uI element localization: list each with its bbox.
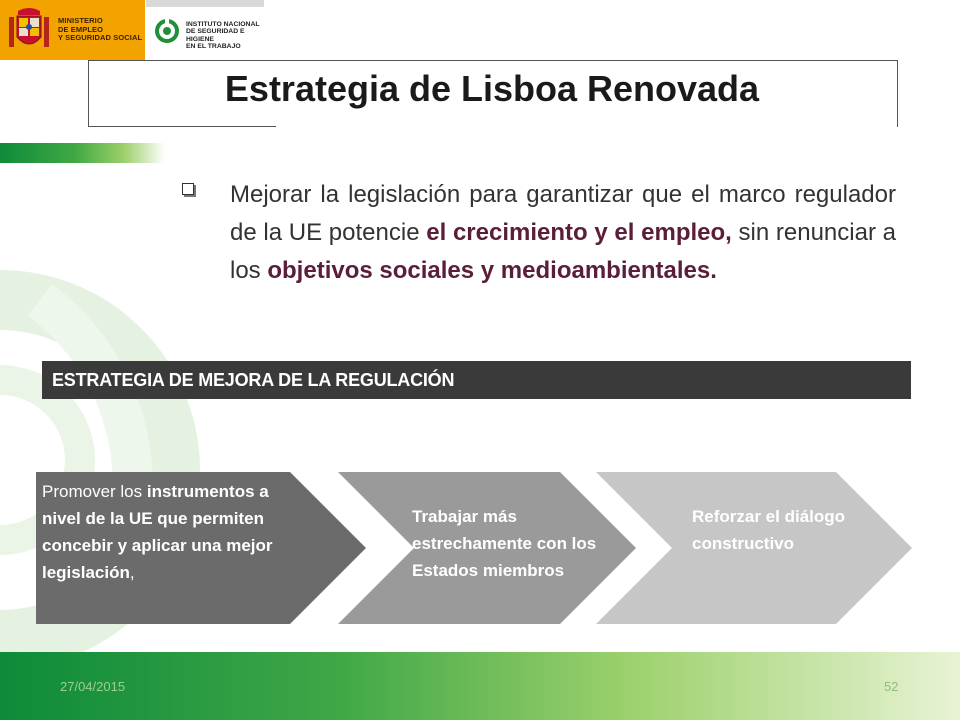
strategy-banner-text: ESTRATEGIA DE MEJORA DE LA REGULACIÓN <box>52 370 455 390</box>
page-number: 52 <box>884 679 899 694</box>
insht-line-2: DE SEGURIDAD E HIGIENE <box>186 28 245 43</box>
bullet-emphasis-2: objetivos sociales y medioambientales. <box>267 257 717 284</box>
bullet-text-part-1: Mejorar la legislación para garantizar que el marco regulador de la UE potencie <box>230 181 896 246</box>
chevron-1-bold: instrumentos a nivel de la UE que permiten concebir y aplicar una mejor legislación <box>42 482 273 582</box>
chevron-1-post: , <box>129 563 135 582</box>
slide-title: Estrategia de Lisboa Renovada <box>224 68 760 109</box>
ministerio-line-3: Y SEGURIDAD SOCIAL <box>58 33 143 42</box>
insht-line-3: EN EL TRABAJO <box>186 43 241 51</box>
chevron-2-text: Trabajar más estrechamente con los Estados miembros <box>412 507 597 580</box>
bullet-text-part-2: sin renunciar a los <box>230 219 896 284</box>
insht-line-1: INSTITUTO NACIONAL <box>186 21 260 28</box>
footer-date: 27/04/2015 <box>60 679 126 694</box>
ministerio-line-2: DE EMPLEO <box>58 24 104 34</box>
ministerio-line-1: MINISTERIO <box>58 16 103 25</box>
bullet-emphasis-1: el crecimiento y el empleo, <box>426 219 732 246</box>
chevron-1-pre: Promover los <box>42 482 143 501</box>
chevron-1-text <box>42 478 304 586</box>
chevron-3-text: Reforzar el diálogo constructivo <box>692 507 846 553</box>
